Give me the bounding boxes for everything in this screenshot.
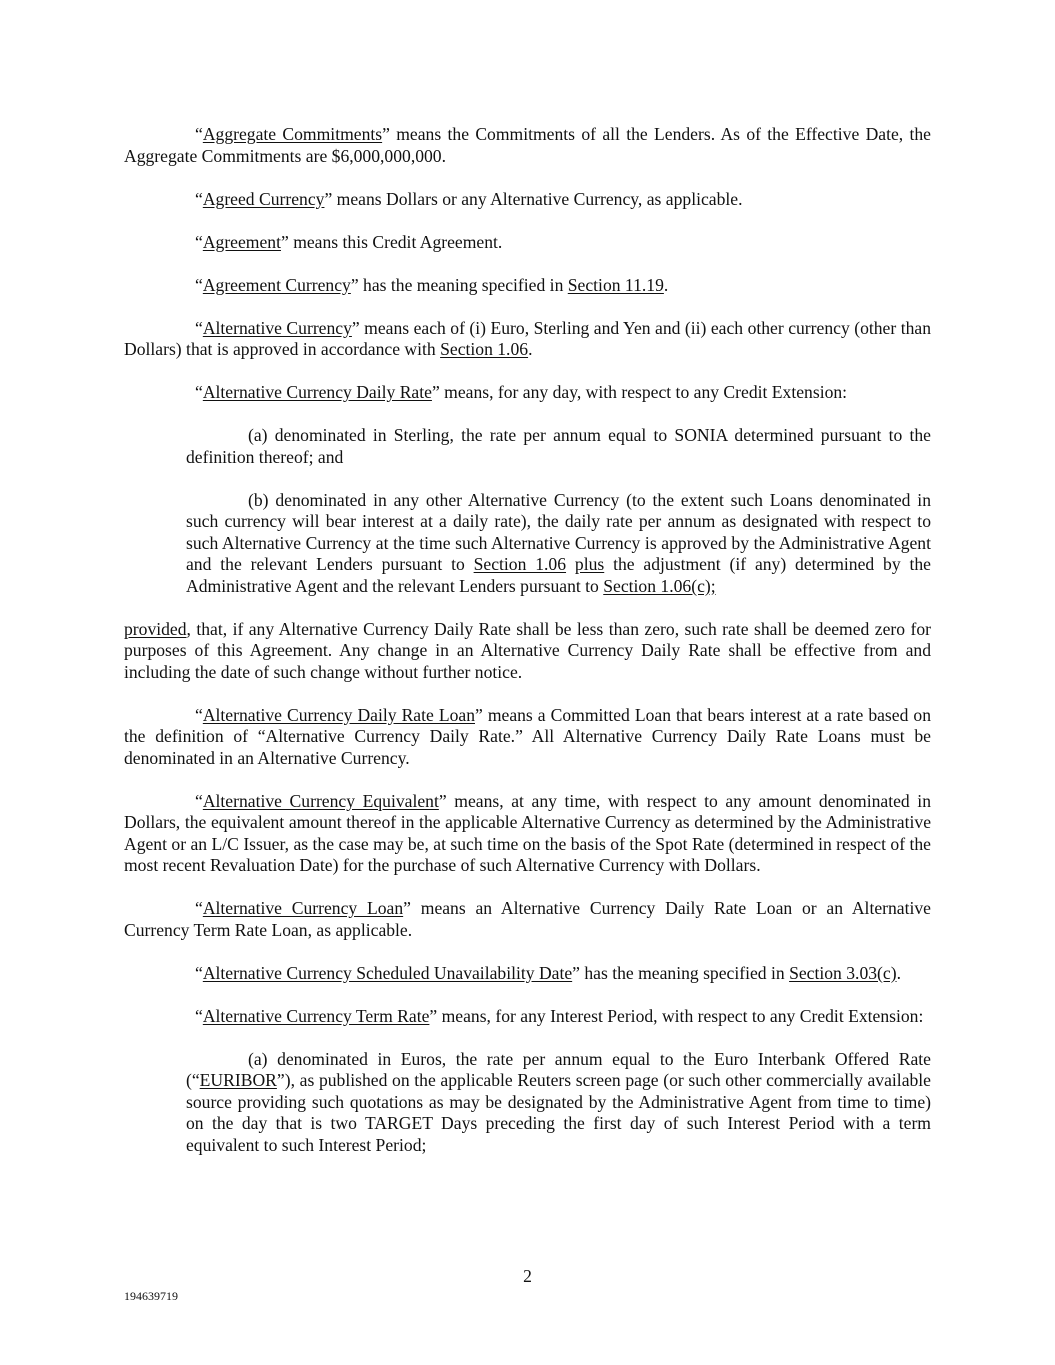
definition-text: ” means, for any Interest Period, with respect to any Credit Extension: [429, 1005, 924, 1026]
clause-text: ”), as published on the applicable Reuters screen page (or such other commercially available source providing such quotations as may be designated by the Administrative Agent from time to time) on the day that is two TARGET Days preceding the first day of such Interest Period with a term equivalent to such Interest Period; [186, 1070, 931, 1155]
definition-agreed-currency: “Agreed Currency” means Dollars or any Alternative Currency, as applicable. [195, 188, 743, 209]
definition-alt-daily-rate-loan: “Alternative Currency Daily Rate Loan” means a Committed Loan that bears interest at a rate based on the definition of “Alternative Currency Daily Rate.” All Alternative Currency Daily Rate Loans must be denominated in an Alternative Currency. [124, 704, 932, 768]
definition-agreement-currency: “Agreement Currency” has the meaning specified in Section 11.19. [195, 274, 669, 295]
clause-text: the adjustment (if any) determined by the Administrative Agent and the relevant Lenders pursuant to [186, 554, 931, 596]
definition-text: ” means, for any day, with respect to any Credit Extension: [431, 382, 848, 402]
plus-term: plus [574, 554, 605, 574]
definition-agreement: “Agreement” means this Credit Agreement. [195, 231, 503, 252]
definition-alt-daily-rate: “Alternative Currency Daily Rate” means, for any day, with respect to any Credit Extension: [195, 382, 848, 402]
clause-text: (b) denominated in any other Alternative Currency (to the extent such Loans denominated in such currency will bear interest at a daily rate), the daily rate per annum as designated with respect to such Alternative Currency at the time such Alternative Currency is approved by the Administrative Agent and the relevant Lenders pursuant to [186, 489, 931, 574]
section-reference: Section 1.06 [440, 339, 529, 359]
alt-daily-rate-clause-a: (a) denominated in Sterling, the rate per annum equal to SONIA determined pursuant to the definition thereof; and [186, 425, 931, 467]
defined-term: Alternative Currency Equivalent [202, 790, 439, 811]
section-reference: Section 1.06 [473, 554, 567, 574]
definition-text: ” means the Commitments of all the Lenders. As of the Effective Date, the Aggregate Commitments are $6,000,000,000. [124, 124, 931, 166]
proviso-text: , that, if any Alternative Currency Daily Rate shall be less than zero, such rate shall be deemed zero for purposes of this Agreement. Any change in an Alternative Currency Daily Rate shall be effective from and including the date of such change without further notice. [124, 618, 931, 682]
defined-term: EURIBOR [199, 1070, 277, 1090]
section-reference: Section 3.03(c) [789, 962, 897, 983]
alt-daily-rate-clause-b [186, 490, 931, 598]
proviso-term: provided [124, 618, 187, 639]
defined-term: Alternative Currency Scheduled Unavailability Date [202, 962, 573, 983]
definition-alt-unavailability: “Alternative Currency Scheduled Unavailability Date” has the meaning specified in Section 3.03(c). [195, 962, 901, 983]
definition-text: ” means a Committed Loan that bears interest at a rate based on the definition of “Alternative Currency Daily Rate.” All Alternative Currency Daily Rate Loans must be denominated in an Alternative Currency. [124, 704, 932, 768]
alt-term-rate-clause-a [186, 1049, 931, 1157]
defined-term: Agreement [202, 231, 281, 252]
defined-term: Alternative Currency [202, 317, 352, 338]
defined-term: Alternative Currency Daily Rate Loan [202, 704, 475, 725]
punctuation: . [896, 962, 901, 983]
definition-text: ” means, at any time, with respect to any amount denominated in Dollars, the equivalent amount thereof in the applicable Alternative Currency as determined by the Administrative Agent or an L/C Issuer, as the case may be, at such time on the basis of the Spot Rate (determined in respect of the most recent Revaluation Date) for the purchase of such Alternative Currency with Dollars. [124, 790, 931, 875]
alt-daily-rate-proviso [124, 619, 931, 684]
defined-term: Aggregate Commitments [202, 124, 383, 144]
section-reference: Section 1.06(c); [603, 575, 716, 596]
definition-alt-term-rate: “Alternative Currency Term Rate” means, for any Interest Period, with respect to any Credit Extension: [195, 1005, 924, 1026]
definition-alt-equivalent: “Alternative Currency Equivalent” means, at any time, with respect to any amount denominated in Dollars, the equivalent amount thereof in the applicable Alternative Currency as determined by the Administrative Agent or an L/C Issuer, as the case may be, at such time on the basis of the Spot Rate (determined in respect of the most recent Revaluation Date) for the purchase of such Alternative Currency with Dollars. [124, 790, 931, 875]
defined-term: Alternative Currency Term Rate [202, 1005, 430, 1026]
defined-term: Alternative Currency Loan [202, 898, 404, 918]
defined-term: Alternative Currency Daily Rate [202, 382, 432, 402]
definition-text: ” has the meaning specified in [350, 274, 568, 295]
definition-text: ” means this Credit Agreement. [280, 231, 503, 252]
punctuation: . [663, 274, 669, 295]
defined-term: Agreement Currency [202, 274, 351, 295]
definition-text: ” means an Alternative Currency Daily Rate Loan or an Alternative Currency Term Rate Loan, as applicable. [124, 898, 931, 940]
definition-aggregate-commitments: “Aggregate Commitments” means the Commitments of all the Lenders. As of the Effective Date, the Aggregate Commitments are $6,000,000,000. [124, 124, 931, 166]
clause-text: (a) denominated in Euros, the rate per annum equal to the Euro Interbank Offered Rate (“ [186, 1048, 931, 1090]
definition-alt-loan: “Alternative Currency Loan” means an Alternative Currency Daily Rate Loan or an Alternative Currency Term Rate Loan, as applicable. [124, 898, 931, 940]
document-page [124, 124, 931, 1178]
definition-text: ” means each of (i) Euro, Sterling and Yen and (ii) each other currency (other than Dollars) that is approved in accordance with [124, 317, 931, 359]
page-number: 2 [523, 1266, 532, 1286]
punctuation: . [528, 339, 533, 359]
definition-alternative-currency: “Alternative Currency” means each of (i) Euro, Sterling and Yen and (ii) each other currency (other than Dollars) that is approved in accordance with Section 1.06. [124, 317, 931, 359]
document-id: 194639719 [124, 1289, 178, 1303]
definition-text: ” means Dollars or any Alternative Currency, as applicable. [324, 188, 743, 209]
defined-term: Agreed Currency [202, 188, 325, 209]
section-reference: Section 11.19 [567, 274, 664, 295]
definition-text: ” has the meaning specified in [572, 962, 790, 983]
